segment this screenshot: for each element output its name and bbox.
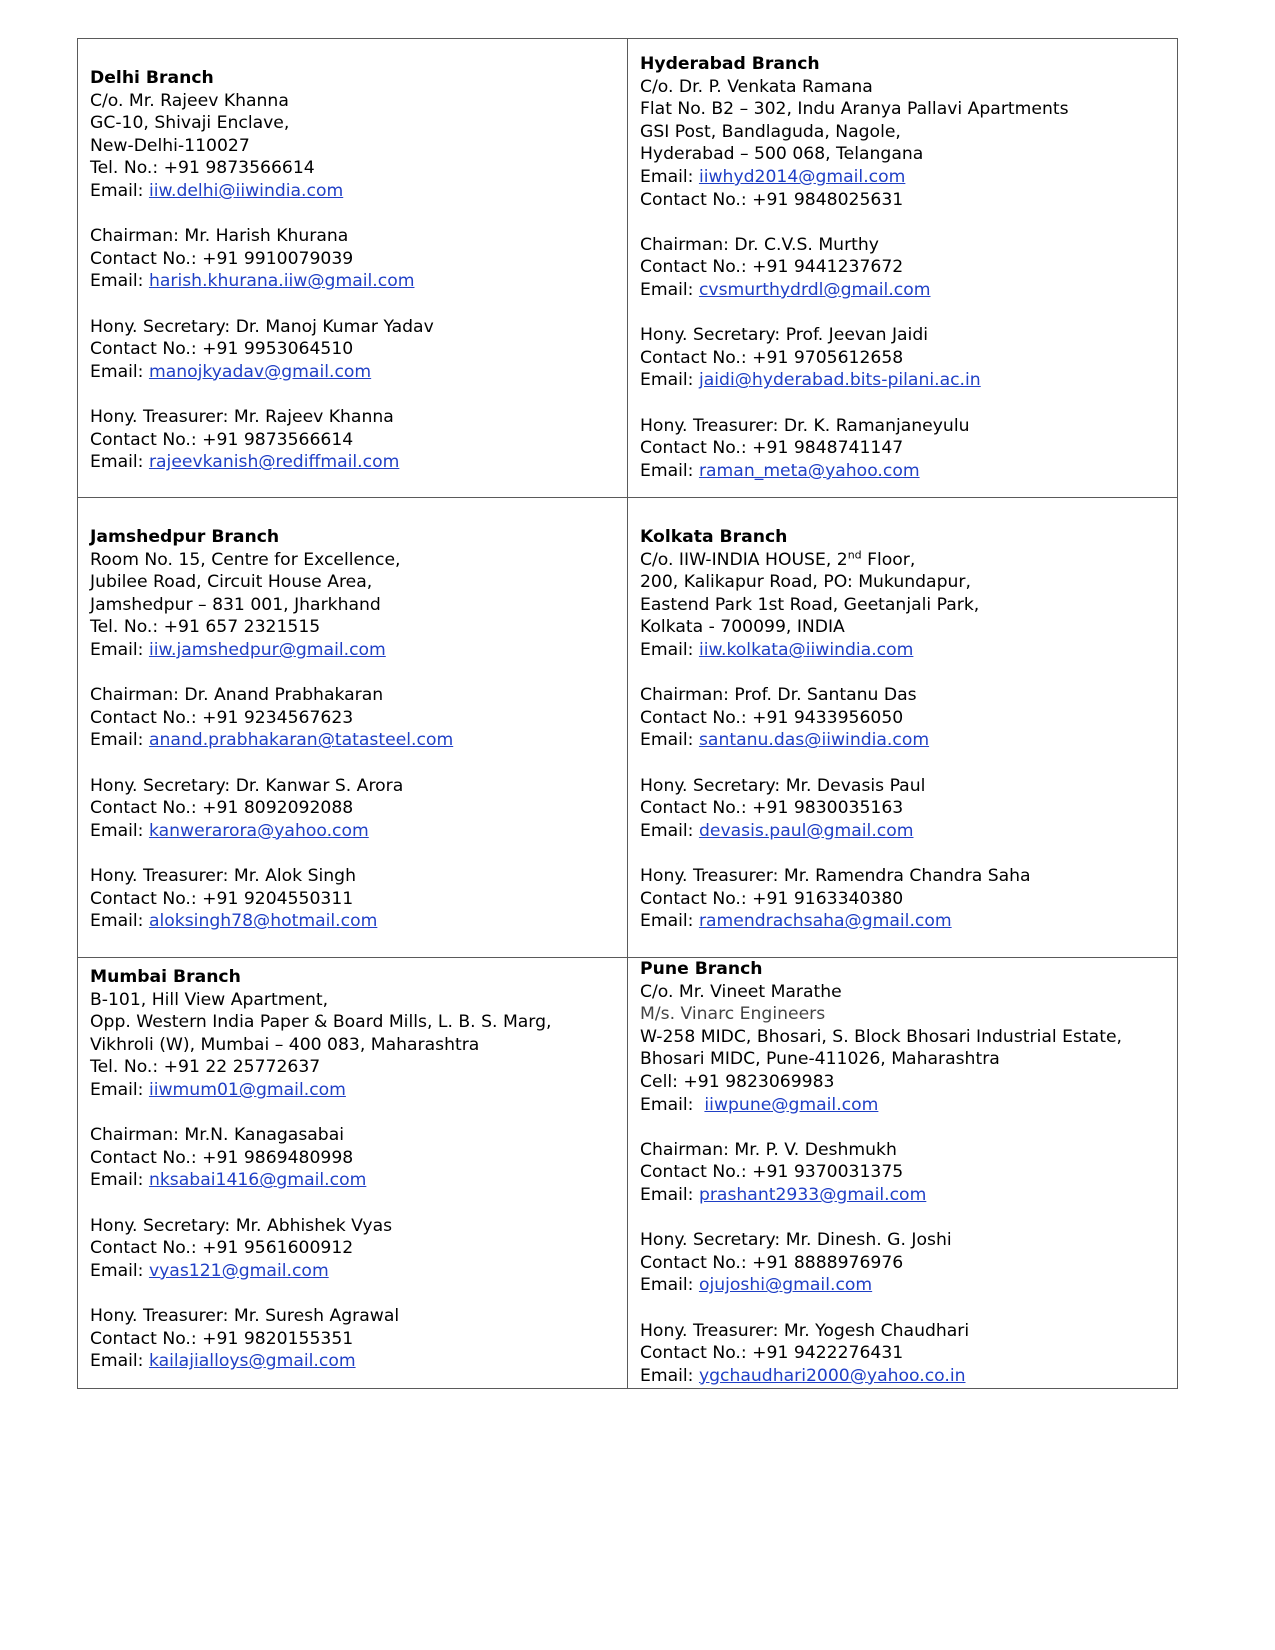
address-line: Jubilee Road, Circuit House Area,	[90, 572, 373, 593]
email-line	[90, 180, 615, 203]
secretary-name: Hony. Secretary: Mr. Devasis Paul	[640, 775, 926, 796]
email-link[interactable]: ramendrachsaha@gmail.com	[698, 911, 952, 932]
treasurer-contact: Contact No.: +91 9848741147	[640, 438, 904, 459]
email-label: Email:	[90, 911, 149, 932]
address-text: Floor,	[861, 549, 916, 570]
email-line	[640, 166, 1165, 189]
branch-cell-pune	[628, 958, 1178, 1389]
email-link[interactable]: iiw.jamshedpur@gmail.com	[148, 639, 386, 660]
branch-cell-jamshedpur	[78, 498, 628, 958]
secretary-name: Hony. Secretary: Mr. Dinesh. G. Joshi	[640, 1230, 952, 1251]
secretary-name: Hony. Secretary: Prof. Jeevan Jaidi	[640, 325, 929, 346]
email-label: Email:	[90, 180, 149, 201]
phone-line: Cell: +91 9823069983	[640, 1071, 835, 1092]
address-line: New-Delhi-110027	[90, 135, 250, 156]
treasurer-contact: Contact No.: +91 9873566614	[90, 429, 354, 450]
branch-title: Pune Branch	[640, 959, 763, 979]
email-line	[640, 460, 1165, 483]
chairman-contact: Contact No.: +91 9234567623	[90, 707, 354, 728]
email-link[interactable]: iiwpune@gmail.com	[704, 1094, 879, 1115]
email-label: Email:	[90, 1260, 149, 1281]
email-link[interactable]: anand.prabhakaran@tatasteel.com	[148, 730, 454, 751]
treasurer-name: Hony. Treasurer: Dr. K. Ramanjaneyulu	[640, 415, 970, 436]
email-line	[640, 639, 1165, 662]
email-line	[90, 910, 615, 933]
treasurer-name: Hony. Treasurer: Mr. Suresh Agrawal	[90, 1305, 400, 1326]
email-link[interactable]: kailajialloys@gmail.com	[148, 1351, 356, 1372]
email-link[interactable]: nksabai1416@gmail.com	[148, 1170, 367, 1191]
email-label: Email:	[90, 271, 149, 292]
treasurer-contact: Contact No.: +91 9204550311	[90, 888, 354, 909]
email-link[interactable]: iiw.delhi@iiwindia.com	[148, 180, 344, 201]
email-label: Email:	[90, 452, 149, 473]
phone-line: Tel. No.: +91 22 25772637	[90, 1057, 321, 1078]
address-line: C/o. Mr. Rajeev Khanna	[90, 90, 289, 111]
treasurer-name: Hony. Treasurer: Mr. Alok Singh	[90, 865, 356, 886]
email-link[interactable]: raman_meta@yahoo.com	[698, 460, 920, 481]
email-link[interactable]: ygchaudhari2000@yahoo.co.in	[698, 1365, 966, 1386]
secretary-contact: Contact No.: +91 9705612658	[640, 347, 904, 368]
email-link[interactable]: harish.khurana.iiw@gmail.com	[148, 271, 415, 292]
email-line	[640, 820, 1165, 843]
email-line	[640, 369, 1165, 392]
email-link[interactable]: iiwhyd2014@gmail.com	[698, 166, 906, 187]
address-line: Bhosari MIDC, Pune-411026, Maharashtra	[640, 1049, 1000, 1070]
email-link[interactable]: vyas121@gmail.com	[148, 1260, 329, 1281]
email-label: Email:	[90, 639, 149, 660]
email-link[interactable]: cvsmurthydrdl@gmail.com	[698, 279, 931, 300]
email-line	[640, 1094, 1165, 1117]
treasurer-name: Hony. Treasurer: Mr. Yogesh Chaudhari	[640, 1320, 970, 1341]
address-line: W-258 MIDC, Bhosari, S. Block Bhosari Industrial Estate,	[640, 1026, 1122, 1047]
branch-title: Mumbai Branch	[90, 967, 241, 987]
chairman-name: Chairman: Dr. C.V.S. Murthy	[640, 234, 879, 255]
email-line	[640, 729, 1165, 752]
chairman-contact: Contact No.: +91 9370031375	[640, 1162, 904, 1183]
address-line: Jamshedpur – 831 001, Jharkhand	[90, 594, 381, 615]
email-line	[90, 1169, 615, 1192]
email-line	[640, 910, 1165, 933]
email-link[interactable]: aloksingh78@hotmail.com	[148, 911, 378, 932]
address-line: Hyderabad – 500 068, Telangana	[640, 144, 924, 165]
email-line	[90, 820, 615, 843]
chairman-name: Chairman: Mr. P. V. Deshmukh	[640, 1139, 897, 1160]
chairman-name: Chairman: Prof. Dr. Santanu Das	[640, 685, 917, 706]
address-text: C/o. IIW-INDIA HOUSE, 2	[640, 549, 848, 570]
branch-title: Delhi Branch	[90, 68, 214, 88]
chairman-contact: Contact No.: +91 9441237672	[640, 257, 904, 278]
email-link[interactable]: ojujoshi@gmail.com	[698, 1275, 873, 1296]
email-link[interactable]: devasis.paul@gmail.com	[698, 820, 914, 841]
email-link[interactable]: rajeevkanish@rediffmail.com	[148, 452, 400, 473]
branch-cell-mumbai	[78, 958, 628, 1389]
email-link[interactable]: santanu.das@iiwindia.com	[698, 730, 930, 751]
email-label: Email:	[640, 166, 699, 187]
ordinal-suffix: nd	[847, 547, 862, 561]
email-link[interactable]: iiw.kolkata@iiwindia.com	[698, 639, 914, 660]
treasurer-contact: Contact No.: +91 9163340380	[640, 888, 904, 909]
email-line	[640, 1274, 1165, 1297]
email-label: Email:	[90, 361, 149, 382]
address-line: Opp. Western India Paper & Board Mills, L. B. S. Marg,	[90, 1012, 552, 1033]
chairman-contact: Contact No.: +91 9869480998	[90, 1147, 354, 1168]
secretary-contact: Contact No.: +91 8092092088	[90, 798, 354, 819]
email-link[interactable]: prashant2933@gmail.com	[698, 1184, 927, 1205]
table-row	[78, 498, 1178, 958]
address-line: Kolkata - 700099, INDIA	[640, 617, 845, 638]
address-line	[640, 549, 1165, 572]
email-label: Email:	[640, 820, 699, 841]
branch-directory-table	[77, 38, 1178, 1389]
email-label: Email:	[640, 1094, 705, 1115]
email-label: Email:	[90, 820, 149, 841]
address-line: GSI Post, Bandlaguda, Nagole,	[640, 121, 901, 142]
email-label: Email:	[90, 1079, 149, 1100]
table-row	[78, 39, 1178, 498]
chairman-contact: Contact No.: +91 9910079039	[90, 248, 354, 269]
treasurer-name: Hony. Treasurer: Mr. Rajeev Khanna	[90, 406, 394, 427]
branch-title: Hyderabad Branch	[640, 54, 820, 74]
email-line	[90, 361, 615, 384]
email-label: Email:	[640, 370, 699, 391]
treasurer-name: Hony. Treasurer: Mr. Ramendra Chandra Saha	[640, 865, 1031, 886]
address-line: Flat No. B2 – 302, Indu Aranya Pallavi Apartments	[640, 99, 1069, 120]
email-line	[90, 639, 615, 662]
email-line	[640, 1365, 1165, 1388]
address-line: Eastend Park 1st Road, Geetanjali Park,	[640, 594, 980, 615]
secretary-name: Hony. Secretary: Mr. Abhishek Vyas	[90, 1215, 393, 1236]
address-line: B-101, Hill View Apartment,	[90, 989, 329, 1010]
email-label: Email:	[640, 460, 699, 481]
email-label: Email:	[640, 639, 699, 660]
email-label: Email:	[640, 279, 699, 300]
email-line	[90, 451, 615, 474]
address-line: M/s. Vinarc Engineers	[640, 1004, 826, 1025]
phone-line: Tel. No.: +91 9873566614	[90, 158, 315, 179]
phone-line: Tel. No.: +91 657 2321515	[90, 617, 321, 638]
email-line	[640, 1184, 1165, 1207]
email-label: Email:	[640, 1365, 699, 1386]
branch-title: Kolkata Branch	[640, 527, 788, 547]
email-link[interactable]: manojkyadav@gmail.com	[148, 361, 372, 382]
chairman-contact: Contact No.: +91 9433956050	[640, 707, 904, 728]
email-line	[90, 1260, 615, 1283]
chairman-name: Chairman: Mr. Harish Khurana	[90, 226, 349, 247]
secretary-contact: Contact No.: +91 8888976976	[640, 1252, 904, 1273]
branch-title: Jamshedpur Branch	[90, 527, 280, 547]
treasurer-contact: Contact No.: +91 9820155351	[90, 1328, 354, 1349]
branch-cell-delhi	[78, 39, 628, 498]
table-row	[78, 958, 1178, 1389]
email-link[interactable]: kanwerarora@yahoo.com	[148, 820, 369, 841]
chairman-name: Chairman: Mr.N. Kanagasabai	[90, 1125, 345, 1146]
email-line	[90, 1350, 615, 1373]
email-link[interactable]: jaidi@hyderabad.bits-pilani.ac.in	[698, 370, 981, 391]
email-label: Email:	[640, 911, 699, 932]
email-line	[90, 270, 615, 293]
email-label: Email:	[90, 1351, 149, 1372]
secretary-contact: Contact No.: +91 9953064510	[90, 339, 354, 360]
secretary-name: Hony. Secretary: Dr. Manoj Kumar Yadav	[90, 316, 434, 337]
email-label: Email:	[90, 1170, 149, 1191]
branch-cell-kolkata	[628, 498, 1178, 958]
email-label: Email:	[640, 1275, 699, 1296]
branch-cell-hyderabad	[628, 39, 1178, 498]
address-line: Room No. 15, Centre for Excellence,	[90, 549, 401, 570]
address-line: C/o. Dr. P. Venkata Ramana	[640, 76, 873, 97]
address-line: C/o. Mr. Vineet Marathe	[640, 981, 842, 1002]
email-link[interactable]: iiwmum01@gmail.com	[148, 1079, 346, 1100]
phone-line: Contact No.: +91 9848025631	[640, 189, 904, 210]
email-label: Email:	[640, 730, 699, 751]
address-line: Vikhroli (W), Mumbai – 400 083, Maharashtra	[90, 1034, 480, 1055]
email-line	[90, 1079, 615, 1102]
email-line	[90, 729, 615, 752]
address-line: GC-10, Shivaji Enclave,	[90, 113, 290, 134]
secretary-contact: Contact No.: +91 9561600912	[90, 1238, 354, 1259]
secretary-contact: Contact No.: +91 9830035163	[640, 798, 904, 819]
address-line: 200, Kalikapur Road, PO: Mukundapur,	[640, 572, 971, 593]
email-line	[640, 279, 1165, 302]
email-label: Email:	[640, 1184, 699, 1205]
treasurer-contact: Contact No.: +91 9422276431	[640, 1343, 904, 1364]
email-label: Email:	[90, 730, 149, 751]
secretary-name: Hony. Secretary: Dr. Kanwar S. Arora	[90, 775, 404, 796]
chairman-name: Chairman: Dr. Anand Prabhakaran	[90, 685, 384, 706]
